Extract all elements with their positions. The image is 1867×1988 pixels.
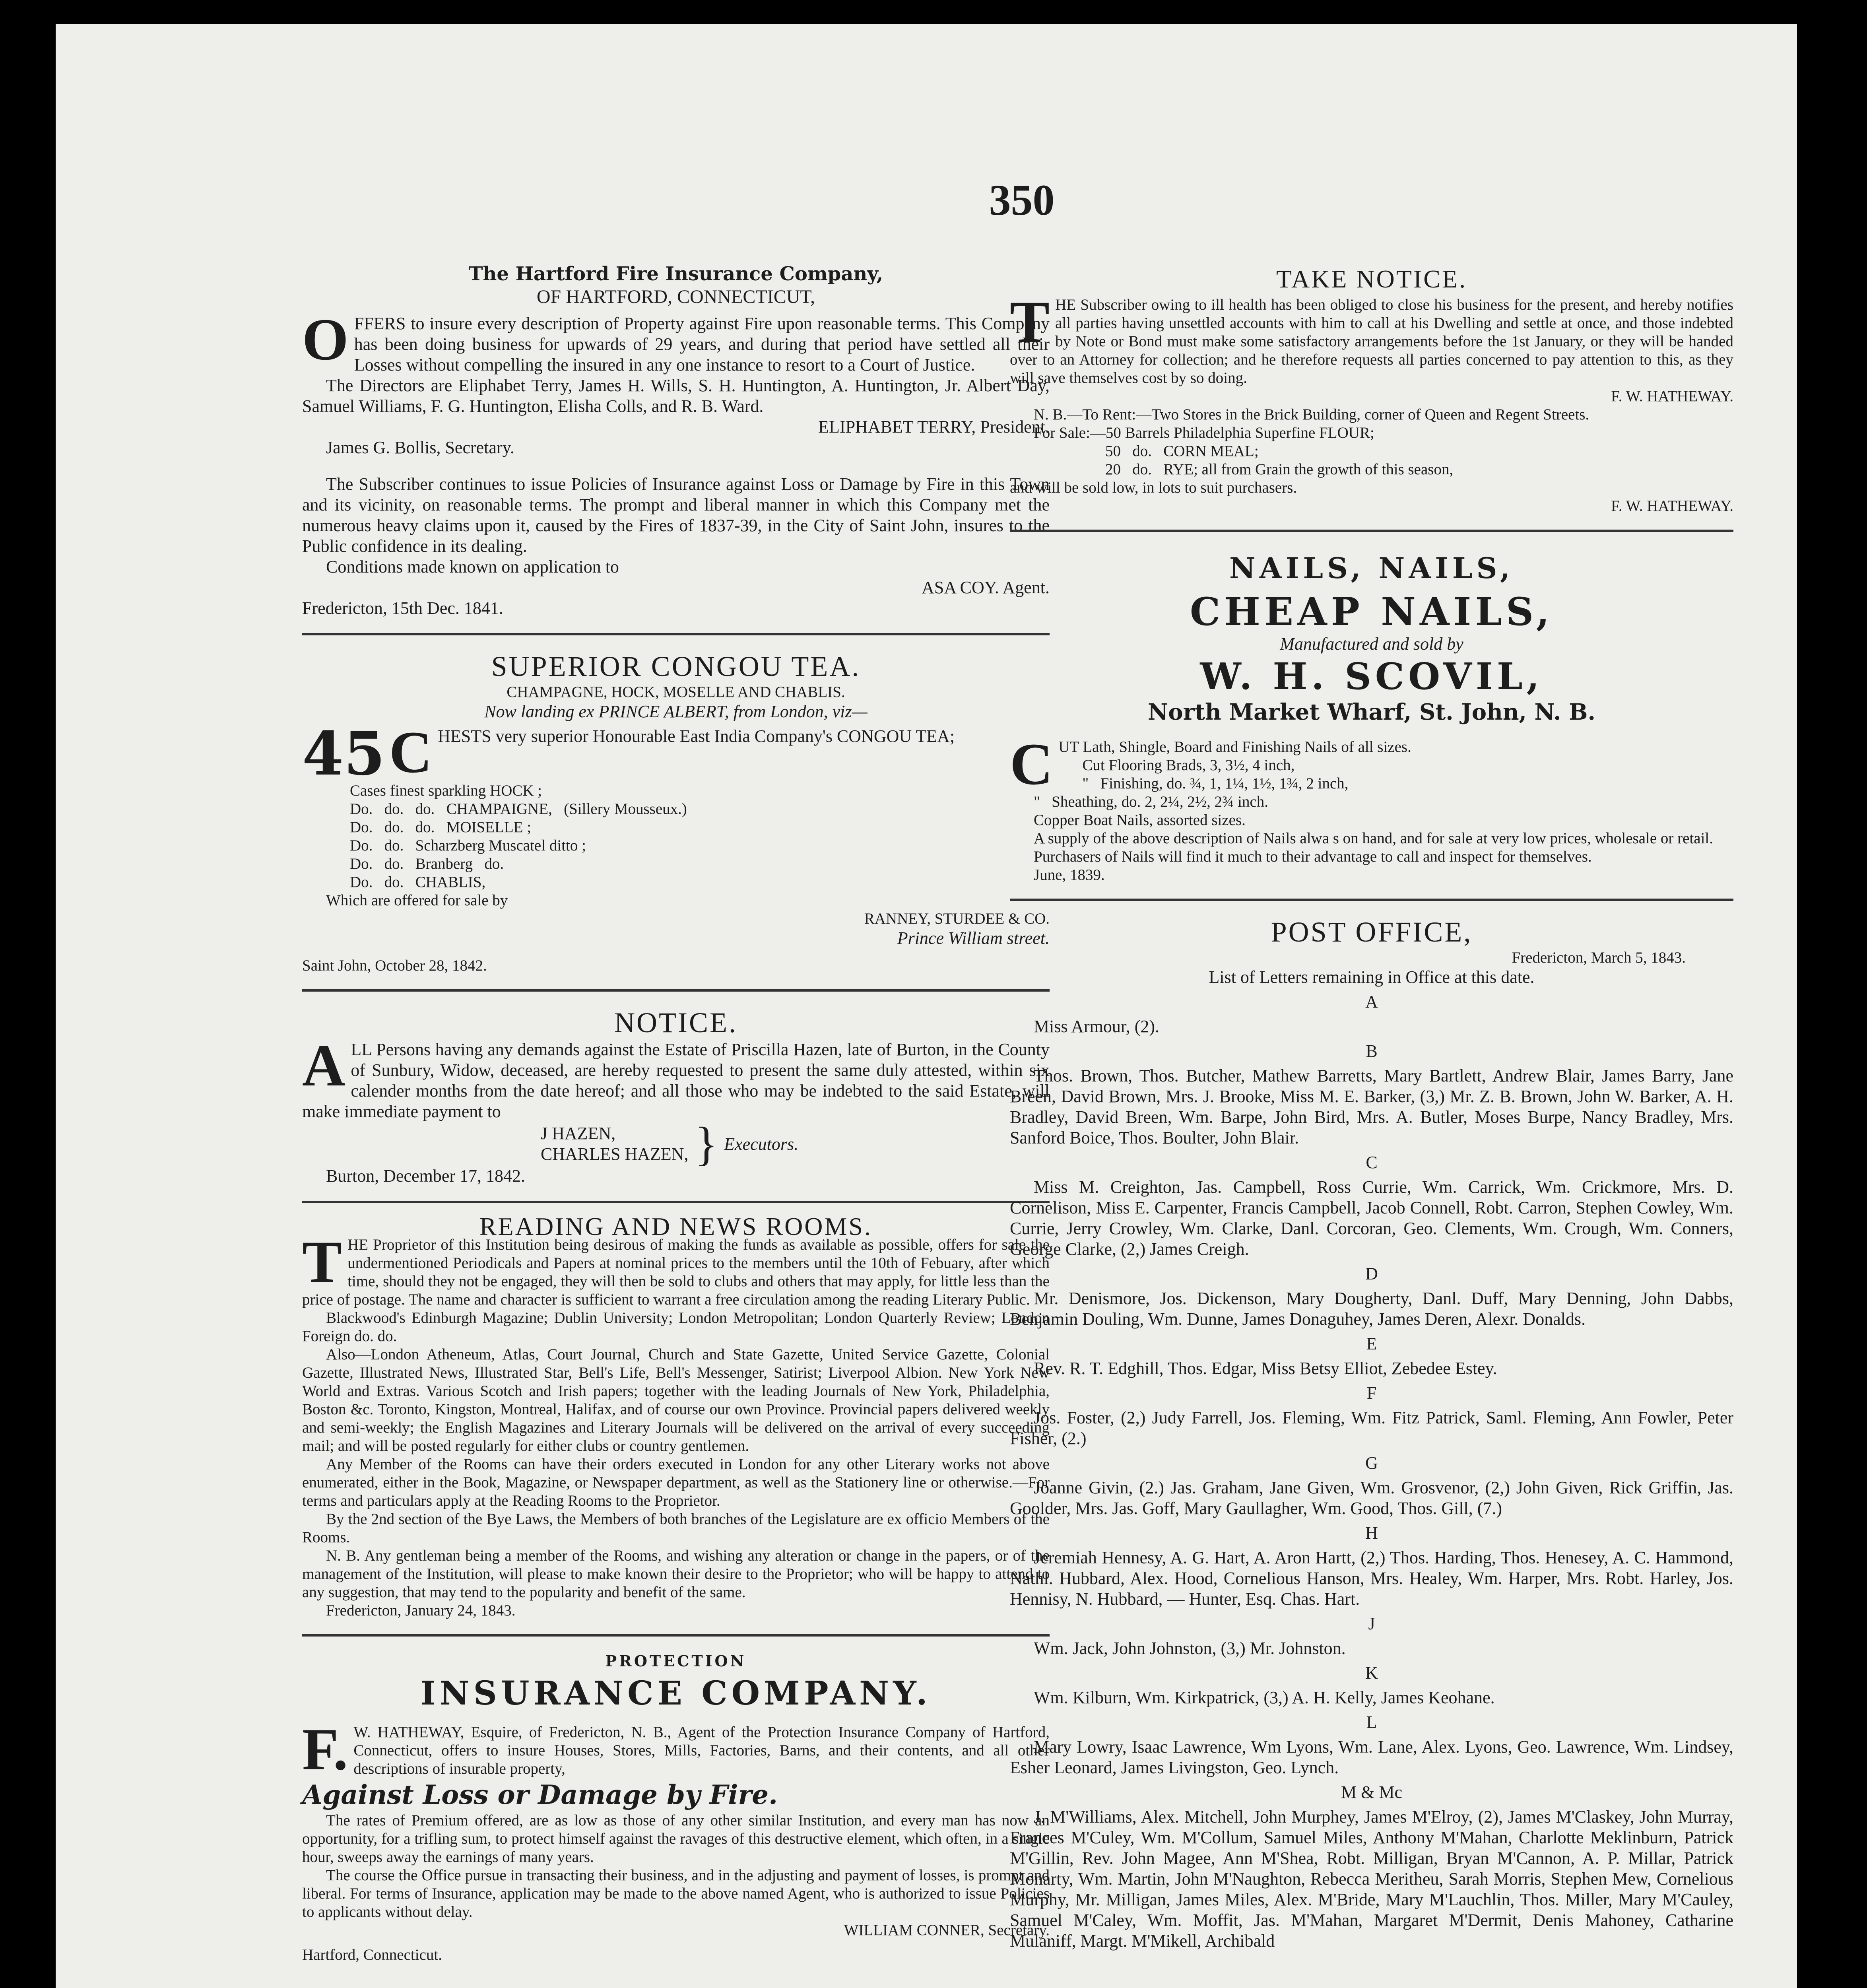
take-notice-signature: F. W. HATHEWAY. <box>1611 497 1733 514</box>
group-names: J. M'Williams, Alex. Mitchell, John Murphey, James M'Elroy, (2), James M'Claskey, John Murray, Frances M'Culey, Wm. M'Collum, Samuel Miles, Anthony M'Mahan, Charlotte Meklinburn, Patrick M'Gillin, Rev. John Magee, Ann M'Shea, Robt. Milligan, Bryan M'Cannon, A. P. Millar, Patrick Monarty, Wm. Martin, John M'Naughton, Rebecca Meritheu, Sarah Morris, Stephen Mew, Cornelious Murphy, Mr. Milligan, James Miles, Alex. M'Bride, Mary M'Lauchlin, Thos. Miller, Mary M'Cauley, Samuel M'Caley, Wm. Moffit, Jas. M'Mahan, Margaret M'Dermit, Denis Mahoney, Catharine Mulaniff, Margt. M'Mikell, Archibald <box>1010 1807 1733 1951</box>
group-letter: C <box>1366 1153 1378 1172</box>
letter-group-j <box>1010 1612 1733 1659</box>
nails-line: Copper Boat Nails, assorted sizes. <box>1034 812 1246 829</box>
post-office-title: POST OFFICE, <box>1271 916 1473 948</box>
nails-address: North Market Wharf, St. John, N. B. <box>1148 699 1595 725</box>
hartford-subtitle: OF HARTFORD, CONNECTICUT, <box>536 286 815 307</box>
protection-tagline: Against Loss or Damage by Fire. <box>302 1779 778 1810</box>
tea-item: Cases finest sparkling HOCK ; <box>350 782 542 799</box>
letter-group-g <box>1010 1451 1733 1519</box>
letter-group-a <box>1010 990 1733 1037</box>
notice-body: LL Persons having any demands against the Estate of Priscilla Hazen, late of Burton, in the County of Sunbury, Widow, deceased, are hereby requested to present the same duly attested, within six calender months from the date hereof; and all those who may be indebted to the said Estate, will make immediate payment to <box>302 1040 1050 1121</box>
nails-title-2: CHEAP NAILS, <box>1190 589 1554 634</box>
notice-executors <box>541 1117 1050 1170</box>
hartford-advert <box>302 262 1050 619</box>
notice-date: Burton, December 17, 1842. <box>326 1166 525 1186</box>
group-letter: B <box>1366 1041 1378 1061</box>
executors-label: Executors. <box>724 1134 799 1154</box>
post-office-dateline: Fredericton, March 5, 1843. <box>1512 949 1686 966</box>
letter-group-k <box>1010 1661 1733 1708</box>
take-notice-rent: N. B.—To Rent:—Two Stores in the Brick Building, corner of Queen and Regent Streets. <box>1034 406 1589 423</box>
tea-title: SUPERIOR CONGOU TEA. <box>491 650 861 682</box>
protection-place: Hartford, Connecticut. <box>302 1946 442 1963</box>
nails-title-1: NAILS, NAILS, <box>1229 551 1514 585</box>
executor-name: J HAZEN, <box>541 1124 616 1143</box>
letter-group-h <box>1010 1521 1733 1609</box>
tea-offered: Which are offered for sale by <box>326 892 508 909</box>
take-notice-sale: For Sale:—50 Barrels Philadelphia Superfine FLOUR; <box>1034 424 1374 441</box>
nails-maker: W. H. SCOVIL, <box>1200 655 1543 698</box>
tea-lead: HESTS very superior Honourable East India Company's CONGOU TEA; <box>438 726 955 746</box>
reading-date: Fredericton, January 24, 1843. <box>326 1602 516 1619</box>
reading-papers: Also—London Atheneum, Atlas, Court Journal, Church and State Gazette, United Service Gazette, Colonial Gazette, Illustrated News, Illustrated Star, Bell's Life, Bell's Messenger, Satirist; Liverpool Albion. New York New World and Extras. Various Scotch and Irish papers; together with the leading Journals of New York, Philadelphia, Boston &c. Toronto, Kingston, Montreal, Halifax, and of course our own Province. Provincial papers delivered weekly and semi-weekly; the English Magazines and Literary Journals will be delivered on the arrival of every succeeding mail; and will be posted regularly for either clubs or country gentlemen. <box>302 1346 1050 1454</box>
group-letter: E <box>1366 1334 1377 1353</box>
take-notice-title: TAKE NOTICE. <box>1276 265 1467 293</box>
notice-advert <box>302 1006 1050 1186</box>
letter-group-l <box>1010 1710 1733 1778</box>
protection-offer: W. HATHEWAY, Esquire, of Fredericton, N. B., Agent of the Protection Insurance Company of Hartford, Connecticut, offers to insure Houses, Stores, Mills, Factories, Barns, and their contents, and all other descriptions of insurable property, <box>353 1724 1050 1777</box>
tea-item: Do. do. Scharzberg Muscatel ditto ; <box>350 837 586 854</box>
newspaper-page <box>56 24 1797 1988</box>
nails-list <box>1010 731 1733 884</box>
letter-group-d <box>1010 1262 1733 1330</box>
reading-rooms-advert <box>302 1212 1050 1620</box>
hartford-agent: ASA COY. Agent. <box>922 578 1050 597</box>
tea-date: Saint John, October 28, 1842. <box>302 957 487 974</box>
group-letter: G <box>1365 1453 1378 1473</box>
nails-date: June, 1839. <box>1034 866 1105 883</box>
take-notice-drop-cap: T <box>1010 289 1050 355</box>
right-column <box>1010 262 1733 1955</box>
reading-title: READING AND NEWS ROOMS. <box>479 1212 873 1241</box>
group-names: Miss Armour, (2). <box>1034 1017 1160 1036</box>
group-letter: J <box>1368 1614 1375 1633</box>
divider <box>302 989 1050 992</box>
letter-group-b <box>1010 1039 1733 1148</box>
divider <box>302 633 1050 635</box>
group-names: Rev. R. T. Edghill, Thos. Edgar, Miss Betsy Elliot, Zebedee Estey. <box>1034 1359 1497 1378</box>
tea-item-list <box>350 782 1050 891</box>
protection-course: The course the Office pursue in transacting their business, and in the adjusting and payment of losses, is prompt and liberal. For terms of Insurance, application may be made to the above named Agent, who is authorized to issue Policies to applicants without delay. <box>302 1867 1050 1920</box>
group-letter: F <box>1366 1383 1377 1403</box>
protection-title: INSURANCE COMPANY. <box>420 1674 932 1712</box>
group-names: Jos. Foster, (2,) Judy Farrell, Jos. Fleming, Wm. Fitz Patrick, Saml. Fleming, Ann Fowler, Peter Fisher, (2.) <box>1010 1408 1733 1448</box>
tea-item: Do. do. CHABLIS, <box>350 874 486 891</box>
hartford-directors: The Directors are Eliphabet Terry, James H. Wills, S. H. Huntington, A. Huntington, Jr. Albert Day, Samuel Williams, F. G. Huntington, Elisha Colls, and R. B. Ward. <box>302 376 1050 416</box>
group-names: Thos. Brown, Thos. Butcher, Mathew Barretts, Mary Bartlett, Andrew Blair, James Barry, Jane Breen, David Brown, Mrs. J. Brooke, Miss M. E. Barker, (3,) Mr. Z. B. Brown, John W. Barker, A. H. Bradley, David Breen, Wm. Barpe, John Bird, Mrs. A. Butler, Moses Burpe, Nancy Bradley, Mrs. Sanford Boice, Thos. Boulter, John Blair. <box>1010 1066 1733 1147</box>
letter-group-m <box>1010 1780 1733 1951</box>
tea-item: Do. do. do. CHAMPAIGNE, (Sillery Mousseux.) <box>350 800 687 817</box>
group-letter: K <box>1365 1663 1378 1683</box>
reading-drop-cap: T <box>302 1229 342 1295</box>
group-names: Mary Lowry, Isaac Lawrence, Wm Lyons, Wm. Lane, Alex. Lyons, Geo. Lawrence, Wm. Lindsey, Esher Leonard, James Livingston, Geo. Lynch. <box>1010 1737 1733 1777</box>
protection-kicker: PROTECTION <box>605 1652 747 1670</box>
group-names: Wm. Kilburn, Wm. Kirkpatrick, (3,) A. H. Kelly, James Keohane. <box>1034 1688 1495 1707</box>
hartford-title: The Hartford Fire Insurance Company, <box>468 263 883 285</box>
nails-line: " Finishing, do. ¾, 1, 1¼, 1½, 1¾, 2 inch, <box>1082 775 1349 792</box>
take-notice-body: HE Subscriber owing to ill health has been obliged to close his business for the present, and hereby notifies all parties having unsettled accounts with him to call at his Dwelling and settle at once, and those indebted by Note or Bond must make some satisfactory arrangements before the 1st January, or they will be handed over to an Attorney for collection; and he therefore requests all parties concerned to pay attention to this, as they will save themselves cost by so doing. <box>1010 296 1733 386</box>
post-office-intro: List of Letters remaining in Office at this date. <box>1209 967 1535 987</box>
tea-seller: RANNEY, STURDEE & CO. <box>864 910 1050 927</box>
protection-secretary: WILLIAM CONNER, Secretary. <box>844 1922 1050 1939</box>
tea-quantity: 45 <box>302 719 385 789</box>
tea-drop-cap: C <box>389 719 433 785</box>
left-column <box>302 262 1050 1968</box>
notice-drop-cap: A <box>302 1033 345 1099</box>
page-number: 350 <box>989 176 1055 224</box>
tea-subtitle: CHAMPAGNE, HOCK, MOSELLE AND CHABLIS. <box>507 683 845 701</box>
group-names: Jeremiah Hennesy, A. G. Hart, A. Aron Hartt, (2,) Thos. Harding, Thos. Henesey, A. C. Hammond, Nathl. Hubbard, Alex. Hood, Cornelious Hanson, Mrs. Healey, Wm. Harper, Mrs. Robt. Harley, Jos. Hennisy, N. Hubbard, — Hunter, Esq. Chas. Hart. <box>1010 1548 1733 1609</box>
reading-nb: N. B. Any gentleman being a member of the Rooms, and wishing any alteration or change in the papers, or of the management of the Institution, will please to make known their desire to the Proprietor; who will be happy to attend to any suggestion, that may tend to the popularity and benefit of the same. <box>302 1547 1050 1601</box>
group-names: Wm. Jack, John Johnston, (3,) Mr. Johnston. <box>1034 1639 1346 1658</box>
letter-group-f <box>1010 1381 1733 1449</box>
tea-advert <box>302 650 1050 975</box>
nails-line: Cut Flooring Brads, 3, 3½, 4 inch, <box>1082 757 1295 774</box>
nails-line: " Sheathing, do. 2, 2¼, 2½, 2¾ inch. <box>1034 793 1269 810</box>
tea-item: Do. do. do. MOISELLE ; <box>350 819 532 836</box>
group-letter: M & Mc <box>1341 1782 1402 1802</box>
divider <box>1010 530 1733 532</box>
reading-magazines: Blackwood's Edinburgh Magazine; Dublin University; London Metropolitan; London Quarterly Review; London Foreign do. do. <box>302 1309 1050 1345</box>
hartford-date: Fredericton, 15th Dec. 1841. <box>302 598 503 618</box>
divider <box>302 1634 1050 1637</box>
reading-orders: Any Member of the Rooms can have their orders executed in London for any other Literary works not above enumerated, either in the Book, Magazine, or Newspaper department, as well as the Stationery line or otherwise.—For terms and particulars apply at the Reading Rooms to the Proprietor. <box>302 1456 1050 1509</box>
group-letter: D <box>1365 1264 1378 1283</box>
nails-advert <box>1010 546 1733 884</box>
group-names: Miss M. Creighton, Jas. Campbell, Ross Currie, Wm. Carrick, Wm. Crickmore, Mrs. D. Cornelison, Miss E. Carpenter, Francis Campbell, Jacob Connell, Robt. Carron, Stephen Cowley, Wm. Currie, Jerry Crowley, Wm. Clarke, Danl. Corcoran, Geo. Clements, Wm. Crough, Wm. Conners, George Clarke, (2,) James Creigh. <box>1010 1177 1733 1259</box>
executor-name: CHARLES HAZEN, <box>541 1144 689 1164</box>
nails-line: Purchasers of Nails will find it much to their advantage to call and inspect for themselves. <box>1034 848 1592 865</box>
divider <box>302 1201 1050 1203</box>
letter-group-c <box>1010 1151 1733 1260</box>
nails-drop-cap: C <box>1010 731 1053 797</box>
reading-bye-laws: By the 2nd section of the Bye Laws, the Members of both branches of the Legislature are ex officio Members of the Rooms. <box>302 1510 1050 1546</box>
nails-line: UT Lath, Shingle, Board and Finishing Nails of all sizes. <box>1058 738 1411 755</box>
reading-intro: HE Proprietor of this Institution being desirous of making the funds as available as possible, offers for sale the undermentioned Periodicals and Papers at nominal prices to the members until the 10th of Febuary, after which time, should they not be engaged, they will then be sold to clubs and others that may apply, for little less than the price of postage. The name and character is sufficient to warrant a free circulation among the reading Literary Public. <box>302 1236 1050 1308</box>
hartford-secretary: James G. Bollis, Secretary. <box>326 438 514 457</box>
tea-landing: Now landing ex PRINCE ALBERT, from London, viz— <box>484 702 868 721</box>
nails-line: A supply of the above description of Nails alwa s on hand, and for sale at very low prices, wholesale or retail. <box>1034 830 1714 847</box>
group-names: Mr. Denismore, Jos. Dickenson, Mary Dougherty, Danl. Duff, Mary Denning, John Dabbs, Benjamin Douling, Wm. Dunne, James Donaguhey, James Deren, Alexr. Donalds. <box>1010 1289 1733 1329</box>
take-notice-sale: and will be sold low, in lots to suit purchasers. <box>1010 479 1297 496</box>
take-notice-signature: F. W. HATHEWAY. <box>1611 388 1733 405</box>
group-letter: L <box>1366 1712 1377 1732</box>
protection-rates: The rates of Premium offered, are as low as those of any other similar Institution, and every man has now an opportunity, for a trifling sum, to protect himself against the ravages of this destructive element, which often, in a single hour, sweeps away the earnings of many years. <box>302 1812 1050 1866</box>
tea-item: Do. do. Branberg do. <box>350 855 504 872</box>
nails-made: Manufactured and sold by <box>1280 634 1463 654</box>
group-names: Joanne Givin, (2.) Jas. Graham, Jane Given, Wm. Grosvenor, (2,) John Given, Rick Griffin, Jas. Goolder, Mrs. Jas. Goff, Mary Gaullagher, Wm. Good, Thos. Gill, (7.) <box>1010 1478 1733 1518</box>
letter-group-e <box>1010 1332 1733 1379</box>
notice-title: NOTICE. <box>614 1007 737 1039</box>
hartford-drop-cap: O <box>302 307 349 373</box>
post-office-list <box>1010 915 1733 1951</box>
take-notice-advert <box>1010 262 1733 515</box>
brace-glyph: } <box>695 1117 718 1170</box>
protection-advert <box>302 1651 1050 1964</box>
hartford-president: ELIPHABET TERRY, President. <box>818 417 1050 437</box>
hartford-offer-text: FFERS to insure every description of Property against Fire upon reasonable terms. This Company has been doing business for upwards of 29 years, and during that period have settled all their Losses without compelling the insured in any one instance to resort to a Court of Justice. <box>354 314 1050 375</box>
divider <box>1010 899 1733 901</box>
protection-drop-cap: F. <box>302 1716 348 1782</box>
take-notice-sale: 50 do. CORN MEAL; <box>1105 443 1259 460</box>
group-letter: H <box>1365 1523 1378 1543</box>
tea-street: Prince William street. <box>897 928 1050 948</box>
hartford-subscriber-text: The Subscriber continues to issue Policies of Insurance against Loss or Damage by Fire in this Town and its vicinity, on reasonable terms. The prompt and liberal manner in which this Company met the numerous heavy claims upon it, caused by the Fires of 1837-39, in the City of Saint John, insures to the Public confidence in its dealing. <box>302 474 1050 556</box>
hartford-conditions: Conditions made known on application to <box>326 557 619 577</box>
take-notice-sale: 20 do. RYE; all from Grain the growth of this season, <box>1105 461 1454 478</box>
group-letter: A <box>1365 992 1378 1011</box>
